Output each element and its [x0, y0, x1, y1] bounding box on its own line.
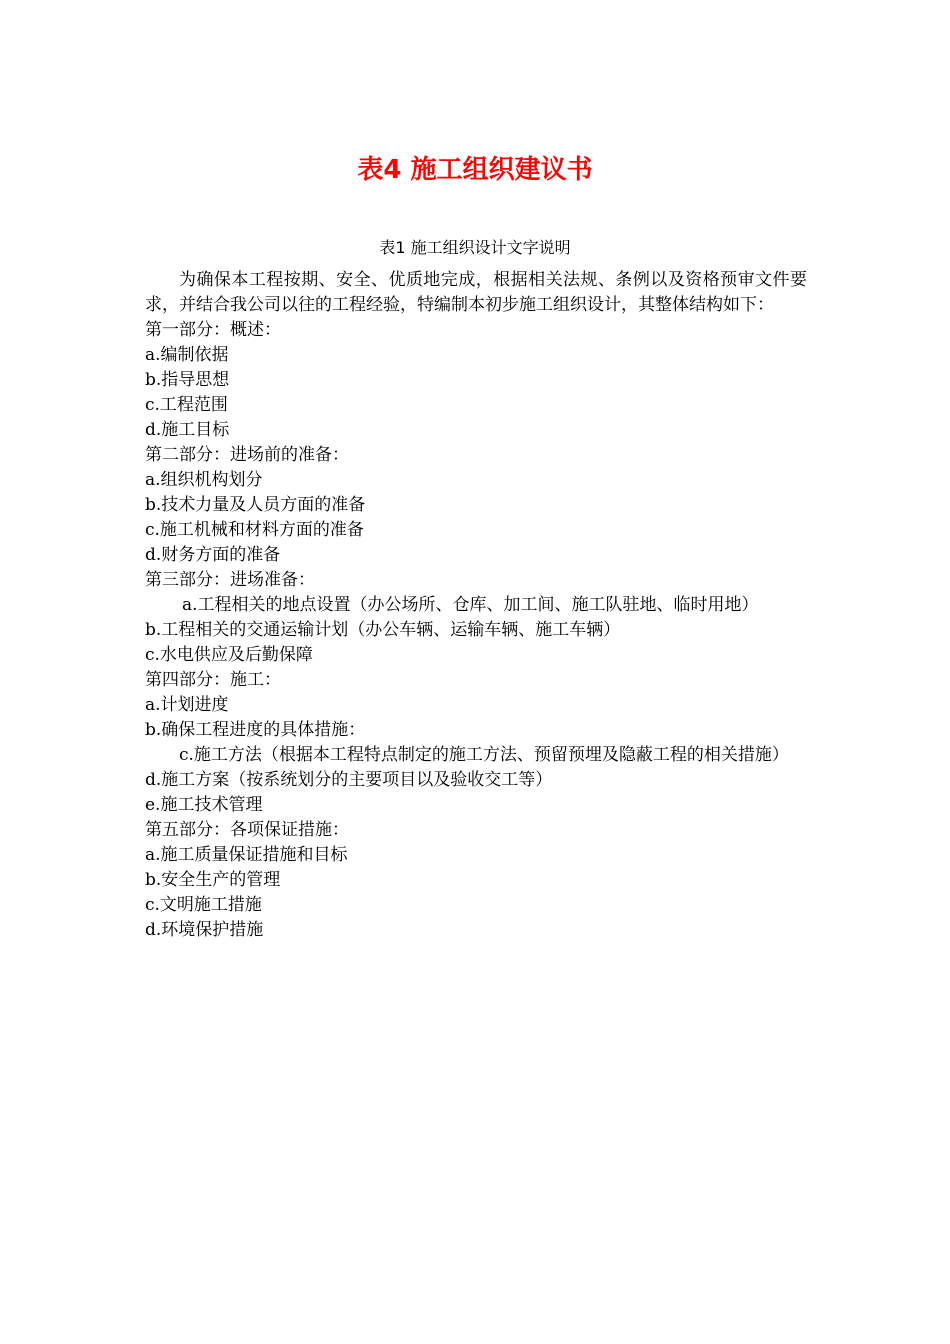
part-heading: 第一部分：概述： — [145, 320, 281, 340]
intro-paragraph: 为确保本工程按期、安全、优质地完成，根据相关法规、条例以及资格预审文件要求，并结合我公司以往的工程经验，特编制本初步施工组织设计，其整体结构如下： — [145, 270, 807, 315]
part-heading: 第四部分：施工： — [145, 670, 281, 690]
list-item: b.确保工程进度的具体措施： — [145, 720, 366, 740]
list-item: c.水电供应及后勤保障 — [145, 645, 313, 665]
list-item: b.安全生产的管理 — [145, 870, 281, 890]
list-item: d.环境保护措施 — [145, 920, 264, 940]
list-item: b.工程相关的交通运输计划（办公车辆、运输车辆、施工车辆） — [145, 620, 621, 640]
list-item: d.财务方面的准备 — [145, 545, 281, 565]
part-heading: 第五部分：各项保证措施： — [145, 820, 349, 840]
list-item: b.技术力量及人员方面的准备 — [145, 495, 366, 515]
document-body — [145, 268, 807, 943]
list-item: a.计划进度 — [145, 695, 229, 715]
part-heading: 第三部分：进场准备： — [145, 570, 315, 590]
list-item: a.施工质量保证措施和目标 — [145, 845, 348, 865]
list-item: a.编制依据 — [145, 345, 229, 365]
section-subtitle: 表1 施工组织设计文字说明 — [379, 238, 571, 257]
list-item: c.施工机械和材料方面的准备 — [145, 520, 364, 540]
part-heading: 第二部分：进场前的准备： — [145, 445, 349, 465]
list-item: b.指导思想 — [145, 370, 230, 390]
list-item: e.施工技术管理 — [145, 795, 263, 815]
list-item: a.工程相关的地点设置（办公场所、仓库、加工间、施工队驻地、临时用地） — [182, 595, 759, 615]
document-title: 表4 施工组织建议书 — [357, 155, 593, 185]
list-item: c.施工方法（根据本工程特点制定的施工方法、预留预埋及隐蔽工程的相关措施） — [179, 745, 789, 765]
list-item: a.组织机构划分 — [145, 470, 263, 490]
list-item: d.施工目标 — [145, 420, 230, 440]
list-item: c.工程范围 — [145, 395, 228, 415]
list-item: d.施工方案（按系统划分的主要项目以及验收交工等） — [145, 770, 553, 790]
list-item: c.文明施工措施 — [145, 895, 262, 915]
